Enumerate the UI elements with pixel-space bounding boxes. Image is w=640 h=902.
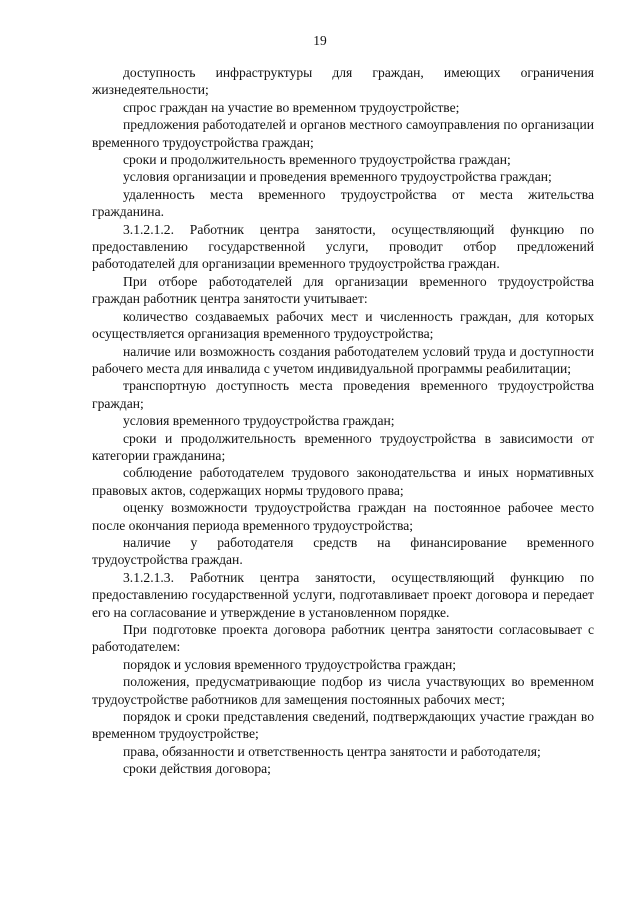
paragraph: транспортную доступность места проведения временного трудоустройства граждан; [92,378,594,411]
paragraph: соблюдение работодателем трудового законодательства и иных нормативных правовых актов, содержащих нормы трудового права; [92,465,594,498]
paragraph: наличие или возможность создания работодателем условий труда и доступности рабочего места для инвалида с учетом индивидуальной программы реабилитации; [92,343,594,376]
paragraph: условия временного трудоустройства граждан; [123,413,395,429]
paragraph: порядок и сроки представления сведений, подтверждающих участие граждан во временном трудоустройстве; [92,709,594,742]
paragraph: сроки действия договора; [123,761,271,777]
paragraph: спрос граждан на участие во временном трудоустройстве; [123,99,460,115]
paragraph: оценку возможности трудоустройства граждан на постоянное рабочее место после окончания периода временного трудоустройства; [92,500,594,533]
paragraph: наличие у работодателя средств на финансирование временного трудоустройства граждан. [92,534,594,568]
page-number: 19 [313,33,327,48]
paragraph: сроки и продолжительность временного трудоустройства граждан; [123,152,511,168]
paragraph: порядок и условия временного трудоустройства граждан; [123,656,457,672]
paragraph: При отборе работодателей для организации временного трудоустройства граждан работник центра занятости учитывает: [92,273,594,307]
paragraph: удаленность места временного трудоустройства от места жительства гражданина. [92,186,594,220]
paragraph: сроки и продолжительность временного трудоустройства в зависимости от категории гражданина; [92,430,594,463]
paragraph: 3.1.2.1.2. Работник центра занятости, осуществляющий функцию по предоставлению государственной услуги, проводит отбор предложений работодателей для организации временного трудоустройства граждан. [92,221,594,272]
paragraph: количество создаваемых рабочих мест и численность граждан, для которых осуществляется организация временного трудоустройства; [92,308,594,342]
paragraph: доступность инфраструктуры для граждан, имеющих ограничения жизнедеятельности; [92,65,594,98]
paragraph: предложения работодателей и органов местного самоуправления по организации временного трудоустройства граждан; [92,117,594,150]
paragraph: 3.1.2.1.3. Работник центра занятости, осуществляющий функцию по предоставлению государственной услуги, подготавливает проект договора и передает его на согласование и утверждение в установленном порядке. [92,569,594,620]
document-body [92,64,594,778]
paragraph: условия организации и проведения временного трудоустройства граждан; [123,169,552,185]
paragraph: При подготовке проекта договора работник центра занятости согласовывает с работодателем: [92,622,594,655]
paragraph: права, обязанности и ответственность центра занятости и работодателя; [123,743,541,759]
paragraph: положения, предусматривающие подбор из числа участвующих во временном трудоустройстве работников для замещения постоянных рабочих мест; [92,674,594,707]
